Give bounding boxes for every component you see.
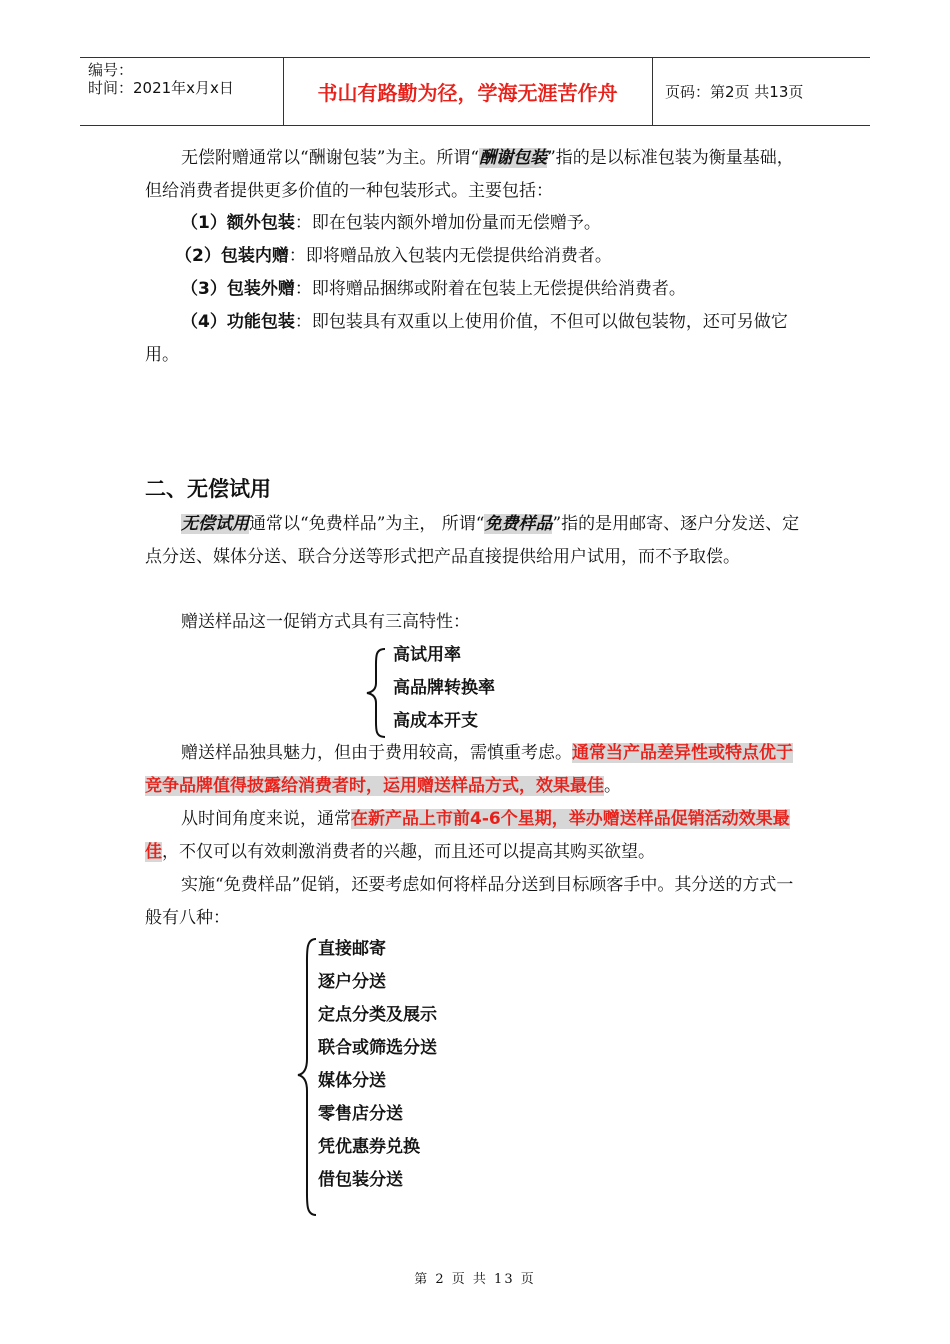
list-item: 直接邮寄 (318, 939, 386, 959)
header-page-info: 页码：第2页 共13页 (665, 83, 804, 101)
appeal-end: 。 (604, 776, 621, 796)
list-item: 媒体分送 (318, 1071, 386, 1091)
item-term: 包装外赠 (226, 279, 295, 299)
three-highs-list (393, 639, 495, 738)
item-desc: ：即在包装内额外增加份量而无偿赠予。 (294, 213, 601, 233)
appeal-emphasis: 通常当产品差异性或特点优于竞争品牌值得披露给消费者时，运用赠送样品方式，效果最佳 (145, 743, 793, 796)
header-motto: 书山有路勤为径，学海无涯苦作舟 (283, 58, 653, 125)
page-footer: 第 2 页 共 13 页 (414, 1272, 536, 1287)
list-item: 高品牌转换率 (393, 678, 495, 698)
list-item: 定点分类及展示 (318, 1005, 437, 1025)
list-item: 借包装分送 (318, 1170, 403, 1190)
timing-paragraph (145, 803, 805, 869)
intro-paragraph (145, 142, 805, 208)
item-term: 包装内赠 (220, 246, 289, 266)
header-meta (80, 58, 284, 125)
item-term: 额外包装 (226, 213, 295, 233)
list-item-2 (145, 240, 805, 273)
left-brace-icon (296, 937, 320, 1217)
free-trial-text-a: 通常以“免费样品”为主， 所谓“ (249, 514, 485, 534)
appeal-text: 赠送样品独具魅力，但由于费用较高，需慎重考虑。 (181, 743, 572, 763)
item-term: 功能包装 (226, 312, 295, 332)
left-brace-icon (365, 647, 389, 739)
list-item: 高试用率 (393, 645, 461, 665)
serial-label: 编号： (88, 61, 134, 79)
list-item: 零售店分送 (318, 1104, 403, 1124)
item-desc: ：即将赠品捆绑或附着在包装上无偿提供给消费者。 (294, 279, 686, 299)
item-number: （3） (181, 279, 227, 299)
page-header (80, 57, 870, 126)
appeal-paragraph (145, 737, 805, 803)
free-sample-highlight: 免费样品 (484, 514, 553, 534)
free-trial-paragraph (145, 508, 805, 574)
list-item: 联合或筛选分送 (318, 1038, 437, 1058)
list-item: 高成本开支 (393, 711, 478, 731)
intro-text-b: ”指的是以标准包装为衡量基础，但给消费者提供更多价值的一种包装形式。主要包括： (145, 148, 794, 201)
distribution-paragraph: 实施“免费样品”促销，还要考虑如何将样品分送到目标顾客手中。其分送的方式一般有八种： (145, 875, 794, 928)
intro-text-a: 无偿附赠通常以“酬谢包装”为主。所谓“ (181, 148, 480, 168)
time-label: 时间：2021年x月x日 (88, 79, 234, 97)
section-heading: 二、无偿试用 (145, 477, 271, 501)
item-number: （4） (181, 312, 227, 332)
item-number: （2） (175, 246, 221, 266)
distribution-methods-list (318, 933, 437, 1197)
list-item: 凭优惠券兑换 (318, 1137, 420, 1157)
timing-text-b: ，不仅可以有效刺激消费者的兴趣，而且还可以提高其购买欲望。 (162, 842, 655, 862)
list-item: 逐户分送 (318, 972, 386, 992)
item-number: （1） (181, 213, 227, 233)
list-item-3 (145, 273, 805, 306)
timing-emphasis: 在新产品上市前4-6个星期，举办赠送样品促销活动效果最佳 (145, 809, 790, 862)
free-trial-text-b: ”指的是用邮寄、逐户分发送、定点分送、媒体分送、联合分送等形式把产品直接提供给用户试用，而不予取偿。 (145, 514, 800, 567)
timing-text-a: 从时间角度来说，通常 (181, 809, 351, 829)
list-item-1 (145, 207, 805, 240)
free-trial-highlight: 无偿试用 (181, 514, 249, 534)
item-desc: ：即将赠品放入包装内无偿提供给消费者。 (288, 246, 612, 266)
intro-highlight: 酬谢包装 (479, 148, 548, 168)
list-item-4 (145, 306, 805, 372)
item-desc: ：即包装具有双重以上使用价值，不但可以做包装物，还可另做它用。 (145, 312, 788, 365)
three-highs-intro: 赠送样品这一促销方式具有三高特性： (181, 612, 470, 632)
